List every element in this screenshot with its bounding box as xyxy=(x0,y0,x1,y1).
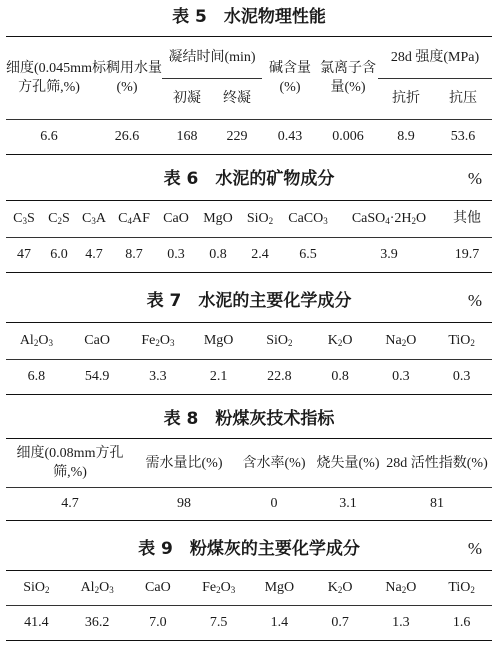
table7-unit: % xyxy=(467,291,482,310)
t8-cell: 81 xyxy=(430,496,444,511)
t6-header: CaO xyxy=(163,211,189,226)
t9-header: $Al_2O_3$ xyxy=(80,580,114,595)
t9-header: $Na_2O$ xyxy=(385,580,417,595)
table9-caption: 表 9 粉煤灰的主要化学成分 xyxy=(138,539,360,559)
t7-header: TiO$_2$ xyxy=(448,333,475,348)
t6-header: MgO xyxy=(203,211,233,226)
t9-cell: 1.3 xyxy=(392,615,410,630)
t7-cell: 0.8 xyxy=(331,369,349,384)
t7-header: $Na_2O$ xyxy=(385,333,417,348)
t6-header: 其他 xyxy=(453,211,481,226)
t5-header-water: 标稠用水量(%) xyxy=(92,37,162,120)
table7 xyxy=(6,322,492,395)
t9-cell: 41.4 xyxy=(24,615,49,630)
t8-header-loss: 烧失量(%) xyxy=(316,455,380,471)
t7-header: $Fe_2O_3$ xyxy=(141,333,175,348)
t5-header-initial: 初凝 xyxy=(173,90,201,106)
t8-cell: 4.7 xyxy=(61,496,79,511)
t7-cell: 22.8 xyxy=(267,369,292,384)
t6-cell: 4.7 xyxy=(85,247,103,262)
t9-header: SiO$_2$ xyxy=(23,580,50,595)
t6-cell: 19.7 xyxy=(454,247,480,262)
t9-header: CaO xyxy=(145,580,171,595)
t6-header: $C_4AF$ xyxy=(118,211,150,226)
t6-cell: 8.7 xyxy=(125,247,143,262)
t6-cell: 47 xyxy=(17,247,31,262)
t7-cell: 3.3 xyxy=(149,369,167,384)
t5-header-fineness: 细度(0.045mm方孔筛,%) xyxy=(6,37,92,120)
t5-cell: 6.6 xyxy=(40,129,58,144)
t9-header: MgO xyxy=(264,580,295,595)
t6-cell: 0.8 xyxy=(209,247,227,262)
table9 xyxy=(6,570,492,641)
t6-header: $CaSO_4\cdot 2H_2O$ xyxy=(351,211,427,226)
t8-header-fineness: 细度(0.08mm方孔筛,%) xyxy=(16,446,124,480)
t5-cell: 229 xyxy=(226,129,248,144)
t9-cell: 7.0 xyxy=(149,615,167,630)
t6-cell: 2.4 xyxy=(251,247,269,262)
t6-cell: 6.0 xyxy=(50,247,68,262)
t7-header: CaO xyxy=(84,333,110,348)
t5-cell: 53.6 xyxy=(450,129,476,144)
t6-cell: 3.9 xyxy=(380,247,398,262)
t8-cell: 98 xyxy=(177,496,191,511)
t7-cell: 2.1 xyxy=(209,369,228,384)
t6-header: $C_3A$ xyxy=(82,211,106,226)
t9-cell: 1.6 xyxy=(452,615,471,630)
t5-cell: 0.006 xyxy=(332,129,364,144)
table9-unit: % xyxy=(467,539,482,558)
t8-cell: 3.1 xyxy=(339,496,357,511)
table5-caption: 表 5 水泥物理性能 xyxy=(172,7,326,27)
t5-header-setting: 凝结时间(min) xyxy=(162,37,262,79)
t5-header-flex: 抗折 xyxy=(392,90,421,106)
t6-cell: 0.3 xyxy=(167,247,185,262)
t9-header: TiO$_2$ xyxy=(448,580,475,595)
t5-cell: 0.43 xyxy=(277,129,303,144)
t7-cell: 6.8 xyxy=(27,369,46,384)
table6 xyxy=(6,200,492,273)
t9-header: $Fe_2O_3$ xyxy=(202,580,236,595)
table6-caption: 表 6 水泥的矿物成分 xyxy=(163,169,335,189)
t9-cell: 7.5 xyxy=(209,615,228,630)
t5-header-strength: 28d 强度(MPa) xyxy=(378,37,492,79)
t6-header: CaCO$_3$ xyxy=(288,211,328,226)
t6-header: $C_3S$ xyxy=(13,211,35,226)
table7-caption: 表 7 水泥的主要化学成分 xyxy=(146,291,352,311)
t9-cell: 36.2 xyxy=(84,615,110,630)
t7-cell: 0.3 xyxy=(392,369,410,384)
t5-cell: 8.9 xyxy=(397,129,415,144)
t5-cell: 168 xyxy=(176,129,198,144)
t6-header: $C_2S$ xyxy=(48,211,70,226)
table8-caption: 表 8 粉煤灰技术指标 xyxy=(163,409,335,429)
t6-cell: 6.5 xyxy=(299,247,317,262)
t5-header-chloride: 氯离子含量(%) xyxy=(318,37,378,120)
t8-header-water-ratio: 需水量比(%) xyxy=(145,455,223,471)
t5-header-comp: 抗压 xyxy=(449,90,478,106)
t5-header-alkali: 碱含量(%) xyxy=(262,37,318,120)
t7-header: MgO xyxy=(203,333,234,348)
t7-header: SiO$_2$ xyxy=(266,333,293,348)
t8-header-activity: 28d 活性指数(%) xyxy=(386,455,488,471)
table8 xyxy=(6,438,492,521)
t9-header: $K_2O$ xyxy=(327,580,353,595)
t5-cell: 26.6 xyxy=(114,129,140,144)
t7-cell: 54.9 xyxy=(84,369,110,384)
t9-cell: 0.7 xyxy=(331,615,349,630)
t8-header-moisture: 含水率(%) xyxy=(242,455,306,471)
t8-cell: 0 xyxy=(270,496,278,511)
table6-unit: % xyxy=(467,169,482,188)
t6-header: SiO$_2$ xyxy=(246,211,274,226)
t9-cell: 1.4 xyxy=(270,615,289,630)
t5-header-final: 终凝 xyxy=(223,90,251,106)
t7-header: $Al_2O_3$ xyxy=(19,333,53,348)
table5 xyxy=(6,36,492,155)
t7-cell: 0.3 xyxy=(452,369,471,384)
t7-header: $K_2O$ xyxy=(327,333,353,348)
